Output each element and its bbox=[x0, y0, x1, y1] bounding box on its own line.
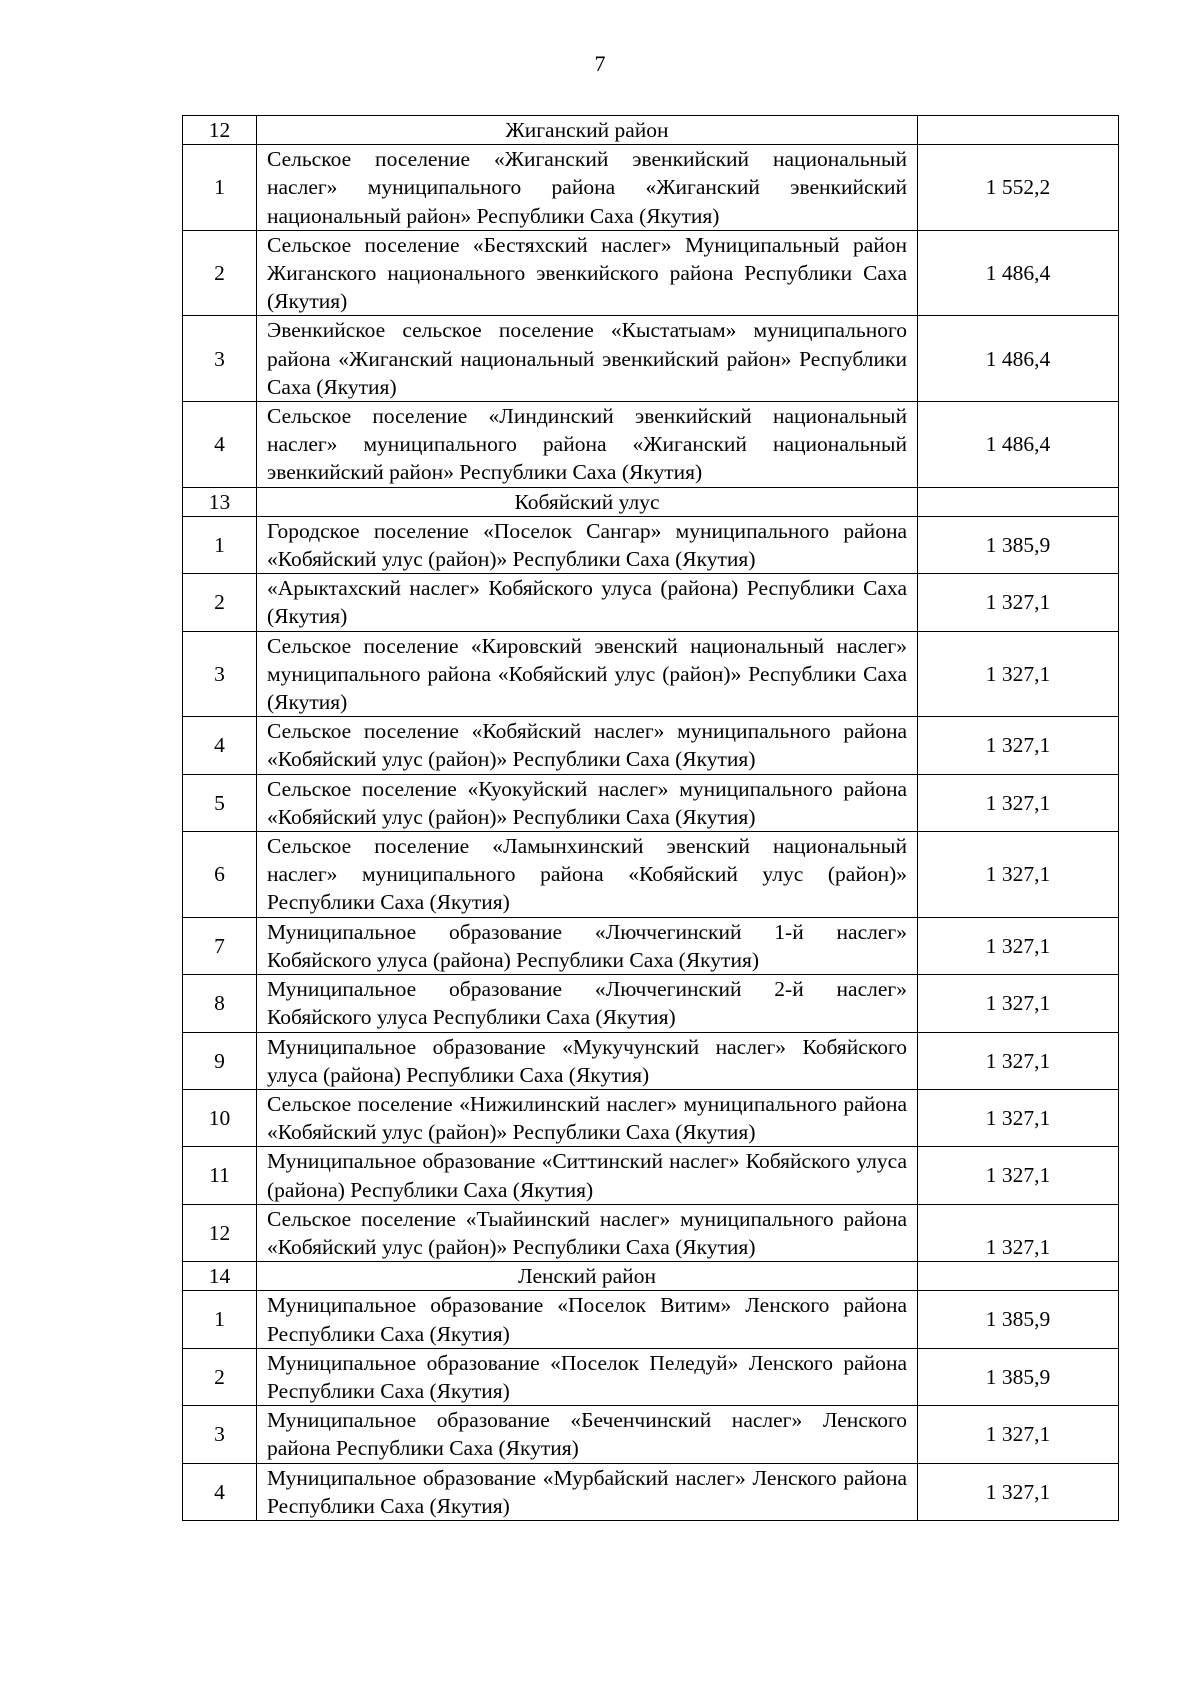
table-row bbox=[183, 402, 1119, 488]
amount-value: 1 327,1 bbox=[918, 1463, 1119, 1520]
settlement-name: Муниципальное образование «Люччегинский 1-й наслег» Кобяйского улуса (района) Республики Саха (Якутия) bbox=[257, 917, 918, 974]
settlement-name: Сельское поселение «Тыайинский наслег» муниципального района «Кобяйский улус (район)» Республики Саха (Якутия) bbox=[257, 1204, 918, 1261]
page-number: 7 bbox=[594, 51, 606, 76]
amount-value: 1 327,1 bbox=[918, 1406, 1119, 1463]
settlement-name: «Арыктахский наслег» Кобяйского улуса (района) Республики Саха (Якутия) bbox=[257, 574, 918, 631]
district-value-empty bbox=[918, 116, 1119, 145]
table-row bbox=[183, 1463, 1119, 1520]
row-number: 4 bbox=[183, 1463, 257, 1520]
row-number: 3 bbox=[183, 631, 257, 717]
settlement-name: Сельское поселение «Бестяхский наслег» Муниципальный район Жиганского национального эвенкийского района Республики Саха (Якутия) bbox=[257, 230, 918, 316]
row-number: 1 bbox=[183, 145, 257, 231]
row-number: 9 bbox=[183, 1032, 257, 1089]
amount-value: 1 327,1 bbox=[918, 1147, 1119, 1204]
table-row bbox=[183, 145, 1119, 231]
settlement-name: Муниципальное образование «Ситтинский наслег» Кобяйского улуса (района) Республики Саха (Якутия) bbox=[257, 1147, 918, 1204]
amount-value: 1 327,1 bbox=[918, 1089, 1119, 1146]
district-title: Жиганский район bbox=[257, 116, 918, 145]
row-number: 11 bbox=[183, 1147, 257, 1204]
amount-value: 1 327,1 bbox=[918, 774, 1119, 831]
amount-value: 1 327,1 bbox=[918, 917, 1119, 974]
table-row bbox=[183, 917, 1119, 974]
settlement-name: Муниципальное образование «Поселок Пеледуй» Ленского района Республики Саха (Якутия) bbox=[257, 1348, 918, 1405]
row-number: 4 bbox=[183, 402, 257, 488]
table-body bbox=[183, 116, 1119, 1521]
settlement-name: Муниципальное образование «Мукучунский наслег» Кобяйского улуса (района) Республики Саха (Якутия) bbox=[257, 1032, 918, 1089]
district-number: 13 bbox=[183, 487, 257, 516]
district-value-empty bbox=[918, 1262, 1119, 1291]
amount-value: 1 327,1 bbox=[918, 1204, 1119, 1261]
amount-value: 1 327,1 bbox=[918, 832, 1119, 918]
settlement-name: Эвенкийское сельское поселение «Кыстатыам» муниципального района «Жиганский национальный эвенкийский район» Республики Саха (Якутия) bbox=[257, 316, 918, 402]
amount-value: 1 327,1 bbox=[918, 631, 1119, 717]
district-number: 12 bbox=[183, 116, 257, 145]
district-header-row bbox=[183, 487, 1119, 516]
row-number: 4 bbox=[183, 717, 257, 774]
amount-value: 1 486,4 bbox=[918, 230, 1119, 316]
settlement-name: Сельское поселение «Кировский эвенский национальный наслег» муниципального района «Кобяйский улус (район)» Республики Саха (Якутия) bbox=[257, 631, 918, 717]
district-number: 14 bbox=[183, 1262, 257, 1291]
table-row bbox=[183, 1089, 1119, 1146]
table-row bbox=[183, 230, 1119, 316]
table-row bbox=[183, 1291, 1119, 1348]
table-row bbox=[183, 574, 1119, 631]
settlement-name: Сельское поселение «Жиганский эвенкийский национальный наслег» муниципального района «Жиганский эвенкийский национальный район» Республики Саха (Якутия) bbox=[257, 145, 918, 231]
district-header-row bbox=[183, 116, 1119, 145]
row-number: 1 bbox=[183, 516, 257, 573]
settlement-name: Сельское поселение «Ламынхинский эвенский национальный наслег» муниципального района «Кобяйский улус (район)» Республики Саха (Якутия) bbox=[257, 832, 918, 918]
row-number: 10 bbox=[183, 1089, 257, 1146]
table-row bbox=[183, 975, 1119, 1032]
table-row bbox=[183, 832, 1119, 918]
amount-value: 1 327,1 bbox=[918, 975, 1119, 1032]
settlement-name: Сельское поселение «Кобяйский наслег» муниципального района «Кобяйский улус (район)» Республики Саха (Якутия) bbox=[257, 717, 918, 774]
settlement-name: Сельское поселение «Куокуйский наслег» муниципального района «Кобяйский улус (район)» Республики Саха (Якутия) bbox=[257, 774, 918, 831]
amount-value: 1 486,4 bbox=[918, 402, 1119, 488]
row-number: 1 bbox=[183, 1291, 257, 1348]
settlement-name: Сельское поселение «Нижилинский наслег» муниципального района «Кобяйский улус (район)» Республики Саха (Якутия) bbox=[257, 1089, 918, 1146]
table-row bbox=[183, 1348, 1119, 1405]
district-title: Ленский район bbox=[257, 1262, 918, 1291]
allocation-table bbox=[182, 115, 1119, 1521]
table-row bbox=[183, 316, 1119, 402]
table-row bbox=[183, 717, 1119, 774]
amount-value: 1 327,1 bbox=[918, 1032, 1119, 1089]
table-row bbox=[183, 1204, 1119, 1261]
row-number: 2 bbox=[183, 1348, 257, 1405]
district-value-empty bbox=[918, 487, 1119, 516]
settlement-name: Муниципальное образование «Беченчинский наслег» Ленского района Республики Саха (Якутия) bbox=[257, 1406, 918, 1463]
settlement-name: Муниципальное образование «Поселок Витим» Ленского района Республики Саха (Якутия) bbox=[257, 1291, 918, 1348]
row-number: 7 bbox=[183, 917, 257, 974]
settlement-name: Муниципальное образование «Мурбайский наслег» Ленского района Республики Саха (Якутия) bbox=[257, 1463, 918, 1520]
table-row bbox=[183, 516, 1119, 573]
amount-value: 1 385,9 bbox=[918, 1348, 1119, 1405]
settlement-name: Муниципальное образование «Люччегинский 2-й наслег» Кобяйского улуса Республики Саха (Якутия) bbox=[257, 975, 918, 1032]
table-row bbox=[183, 1147, 1119, 1204]
amount-value: 1 385,9 bbox=[918, 516, 1119, 573]
row-number: 2 bbox=[183, 574, 257, 631]
district-title: Кобяйский улус bbox=[257, 487, 918, 516]
table-row bbox=[183, 1406, 1119, 1463]
settlement-name: Городское поселение «Поселок Сангар» муниципального района «Кобяйский улус (район)» Республики Саха (Якутия) bbox=[257, 516, 918, 573]
row-number: 12 bbox=[183, 1204, 257, 1261]
row-number: 3 bbox=[183, 1406, 257, 1463]
settlement-name: Сельское поселение «Линдинский эвенкийский национальный наслег» муниципального района «Жиганский национальный эвенкийский район» Республики Саха (Якутия) bbox=[257, 402, 918, 488]
amount-value: 1 327,1 bbox=[918, 574, 1119, 631]
table-row bbox=[183, 1032, 1119, 1089]
table-row bbox=[183, 631, 1119, 717]
amount-value: 1 385,9 bbox=[918, 1291, 1119, 1348]
amount-value: 1 327,1 bbox=[918, 717, 1119, 774]
row-number: 5 bbox=[183, 774, 257, 831]
row-number: 6 bbox=[183, 832, 257, 918]
amount-value: 1 552,2 bbox=[918, 145, 1119, 231]
row-number: 3 bbox=[183, 316, 257, 402]
row-number: 8 bbox=[183, 975, 257, 1032]
amount-value: 1 486,4 bbox=[918, 316, 1119, 402]
district-header-row bbox=[183, 1262, 1119, 1291]
table-row bbox=[183, 774, 1119, 831]
row-number: 2 bbox=[183, 230, 257, 316]
